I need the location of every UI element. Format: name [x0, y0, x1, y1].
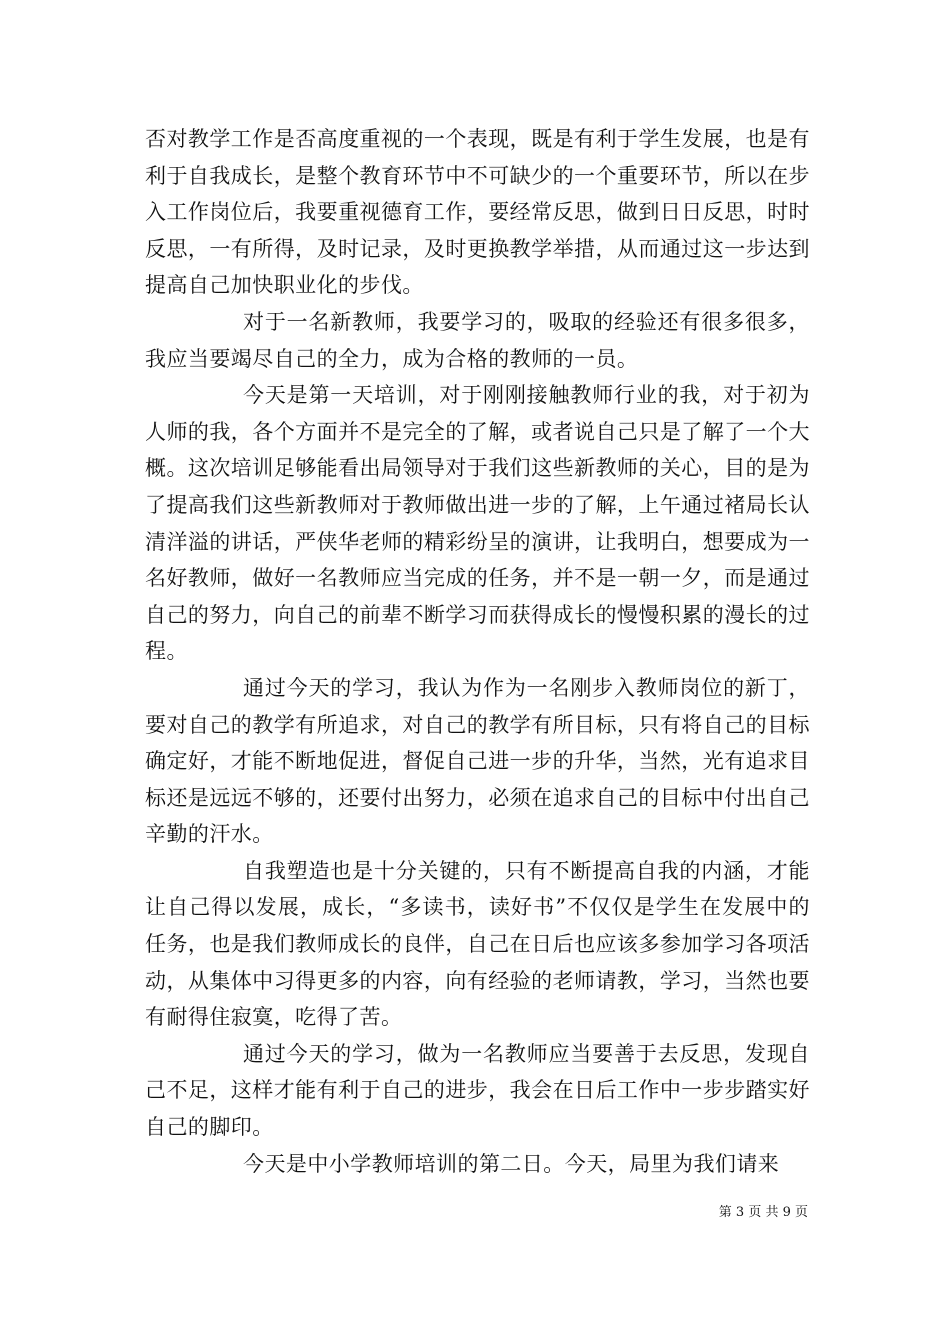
paragraph-7: 今天是中小学教师培训的第二日。今天，局里为我们请来 [243, 1151, 780, 1176]
document-body [145, 121, 810, 1182]
paragraph-5: 自我塑造也是十分关键的，只有不断提高自我的内涵，才能让自己得以发展，成长，“多读书，读好书”不仅仅是学生在发展中的任务，也是我们教师成长的良伴，自己在日后也应该多参加学习各项活动，从集体中习得更多的内容，向有经验的老师请教，学习，当然也要有耐得住寂寞，吃得了苦。 [145, 858, 810, 1030]
paragraph-4: 通过今天的学习，我认为作为一名刚步入教师岗位的新丁，要对自己的教学有所追求，对自己的教学有所目标，只有将自己的目标确定好，才能不断地促进，督促自己进一步的升华，当然，光有追求目标还是远远不够的，还要付出努力，必须在追求自己的目标中付出自己辛勤的汗水。 [145, 675, 810, 847]
paragraph-1: 否对教学工作是否高度重视的一个表现，既是有利于学生发展，也是有利于自我成长，是整个教育环节中不可缺少的一个重要环节，所以在步入工作岗位后，我要重视德育工作，要经常反思，做到日日反思，时时反思，一有所得，及时记录，及时更换教学举措，从而通过这一步达到提高自己加快职业化的步伐。 [145, 127, 810, 298]
page-number-footer: 第 3 页 共 9 页 [718, 1205, 808, 1220]
paragraph-2: 对于一名新教师，我要学习的，吸取的经验还有很多很多，我应当要竭尽自己的全力，成为合格的教师的一员。 [145, 309, 810, 371]
paragraph-6: 通过今天的学习，做为一名教师应当要善于去反思，发现自己不足，这样才能有利于自己的进步，我会在日后工作中一步步踏实好自己的脚印。 [145, 1041, 810, 1140]
paragraph-3: 今天是第一天培训，对于刚刚接触教师行业的我，对于初为人师的我，各个方面并不是完全的了解，或者说自己只是了解了一个大概。这次培训足够能看出局领导对于我们这些新教师的关心，目的是为了提高我们这些新教师对于教师做出进一步的了解，上午通过褚局长认清洋溢的讲话，严侠华老师的精彩纷呈的演讲，让我明白，想要成为一名好教师，做好一名教师应当完成的任务，并不是一朝一夕，而是通过自己的努力，向自己的前辈不断学习而获得成长的慢慢积累的漫长的过程。 [145, 383, 810, 664]
